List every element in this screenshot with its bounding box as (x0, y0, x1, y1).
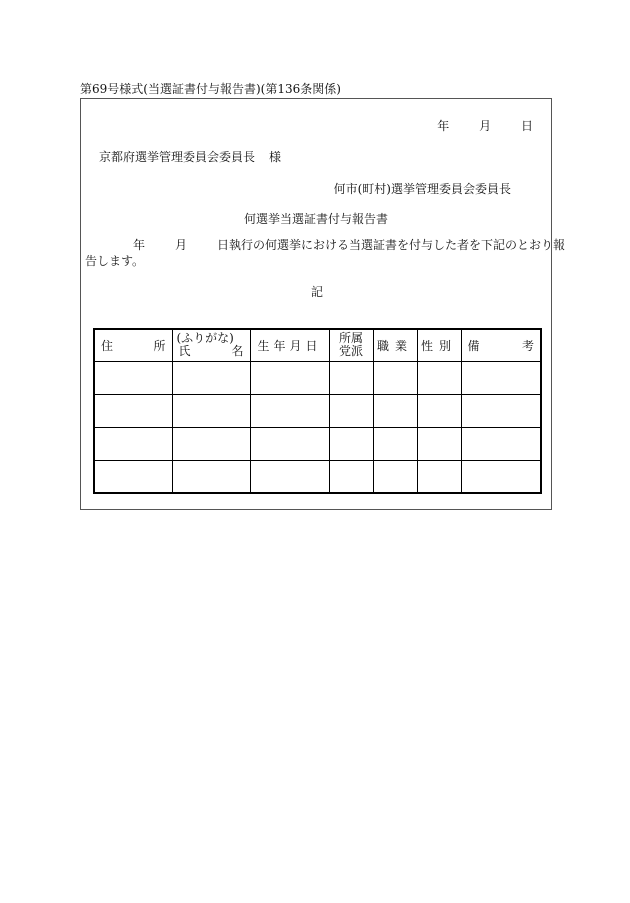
cell-sex[interactable] (417, 361, 461, 394)
form-caption: 第69号様式(当選証書付与報告書)(第136条関係) (80, 82, 341, 96)
header-party (329, 329, 373, 361)
table-row (94, 427, 541, 460)
addressee (99, 148, 281, 165)
header-name-char-2: 名 (231, 344, 244, 359)
cell-party[interactable] (329, 427, 373, 460)
cell-occupation[interactable] (373, 394, 417, 427)
cell-address[interactable] (94, 394, 172, 427)
date-month: 月 (479, 119, 492, 133)
cell-birthdate[interactable] (250, 427, 329, 460)
date-line (411, 117, 533, 134)
cell-remarks[interactable] (461, 460, 541, 493)
header-birthdate: 生年月日 (250, 329, 329, 361)
table-row (94, 361, 541, 394)
header-address-char-2: 所 (153, 338, 166, 353)
cell-birthdate[interactable] (250, 394, 329, 427)
cell-remarks[interactable] (461, 394, 541, 427)
header-furigana: (ふりがな) (176, 331, 234, 346)
cell-address[interactable] (94, 361, 172, 394)
header-party-line-2: 党派 (338, 344, 363, 359)
header-remarks-char-2: 考 (521, 338, 534, 353)
header-party-line-1: 所属 (338, 331, 363, 346)
addressee-honorific: 様 (269, 150, 282, 164)
cell-occupation[interactable] (373, 361, 417, 394)
cell-name[interactable] (172, 394, 250, 427)
header-remarks-char-1: 備 (467, 338, 480, 353)
form-frame (80, 98, 566, 510)
cell-name[interactable] (172, 361, 250, 394)
header-remarks (461, 329, 541, 361)
body-year: 年 (133, 238, 146, 252)
cell-name[interactable] (172, 460, 250, 493)
header-sex: 性別 (417, 329, 461, 361)
cell-remarks[interactable] (461, 361, 541, 394)
table-row (94, 460, 541, 493)
cell-sex[interactable] (417, 460, 461, 493)
date-year: 年 (437, 119, 450, 133)
cell-name[interactable] (172, 427, 250, 460)
header-address (94, 329, 172, 361)
cell-sex[interactable] (417, 394, 461, 427)
cell-sex[interactable] (417, 427, 461, 460)
document-title: 何選挙当選証書付与報告書 (243, 212, 388, 226)
cell-occupation[interactable] (373, 427, 417, 460)
addressee-name: 京都府選挙管理委員会委員長 (99, 150, 256, 164)
body-line-2: 告します。 (85, 254, 145, 268)
header-occupation: 職業 (373, 329, 417, 361)
report-table (93, 328, 542, 494)
table-header-row (94, 329, 541, 361)
header-address-char-1: 住 (101, 338, 114, 353)
cell-occupation[interactable] (373, 460, 417, 493)
header-name (172, 329, 250, 361)
cell-party[interactable] (329, 460, 373, 493)
body-line1-rest: 日執行の何選挙における当選証書を付与した者を下記のとおり報 (217, 238, 566, 252)
cell-birthdate[interactable] (250, 460, 329, 493)
table-row (94, 394, 541, 427)
cell-party[interactable] (329, 361, 373, 394)
body-line-1 (85, 237, 566, 253)
sender: 何市(町村)選挙管理委員会委員長 (333, 182, 511, 196)
body-text (85, 237, 566, 269)
cell-party[interactable] (329, 394, 373, 427)
cell-remarks[interactable] (461, 427, 541, 460)
cell-birthdate[interactable] (250, 361, 329, 394)
body-month: 月 (175, 238, 188, 252)
cell-address[interactable] (94, 460, 172, 493)
header-name-char-1: 氏 (178, 344, 191, 359)
cell-address[interactable] (94, 427, 172, 460)
ki-label: 記 (310, 285, 323, 299)
date-day: 日 (520, 119, 533, 133)
